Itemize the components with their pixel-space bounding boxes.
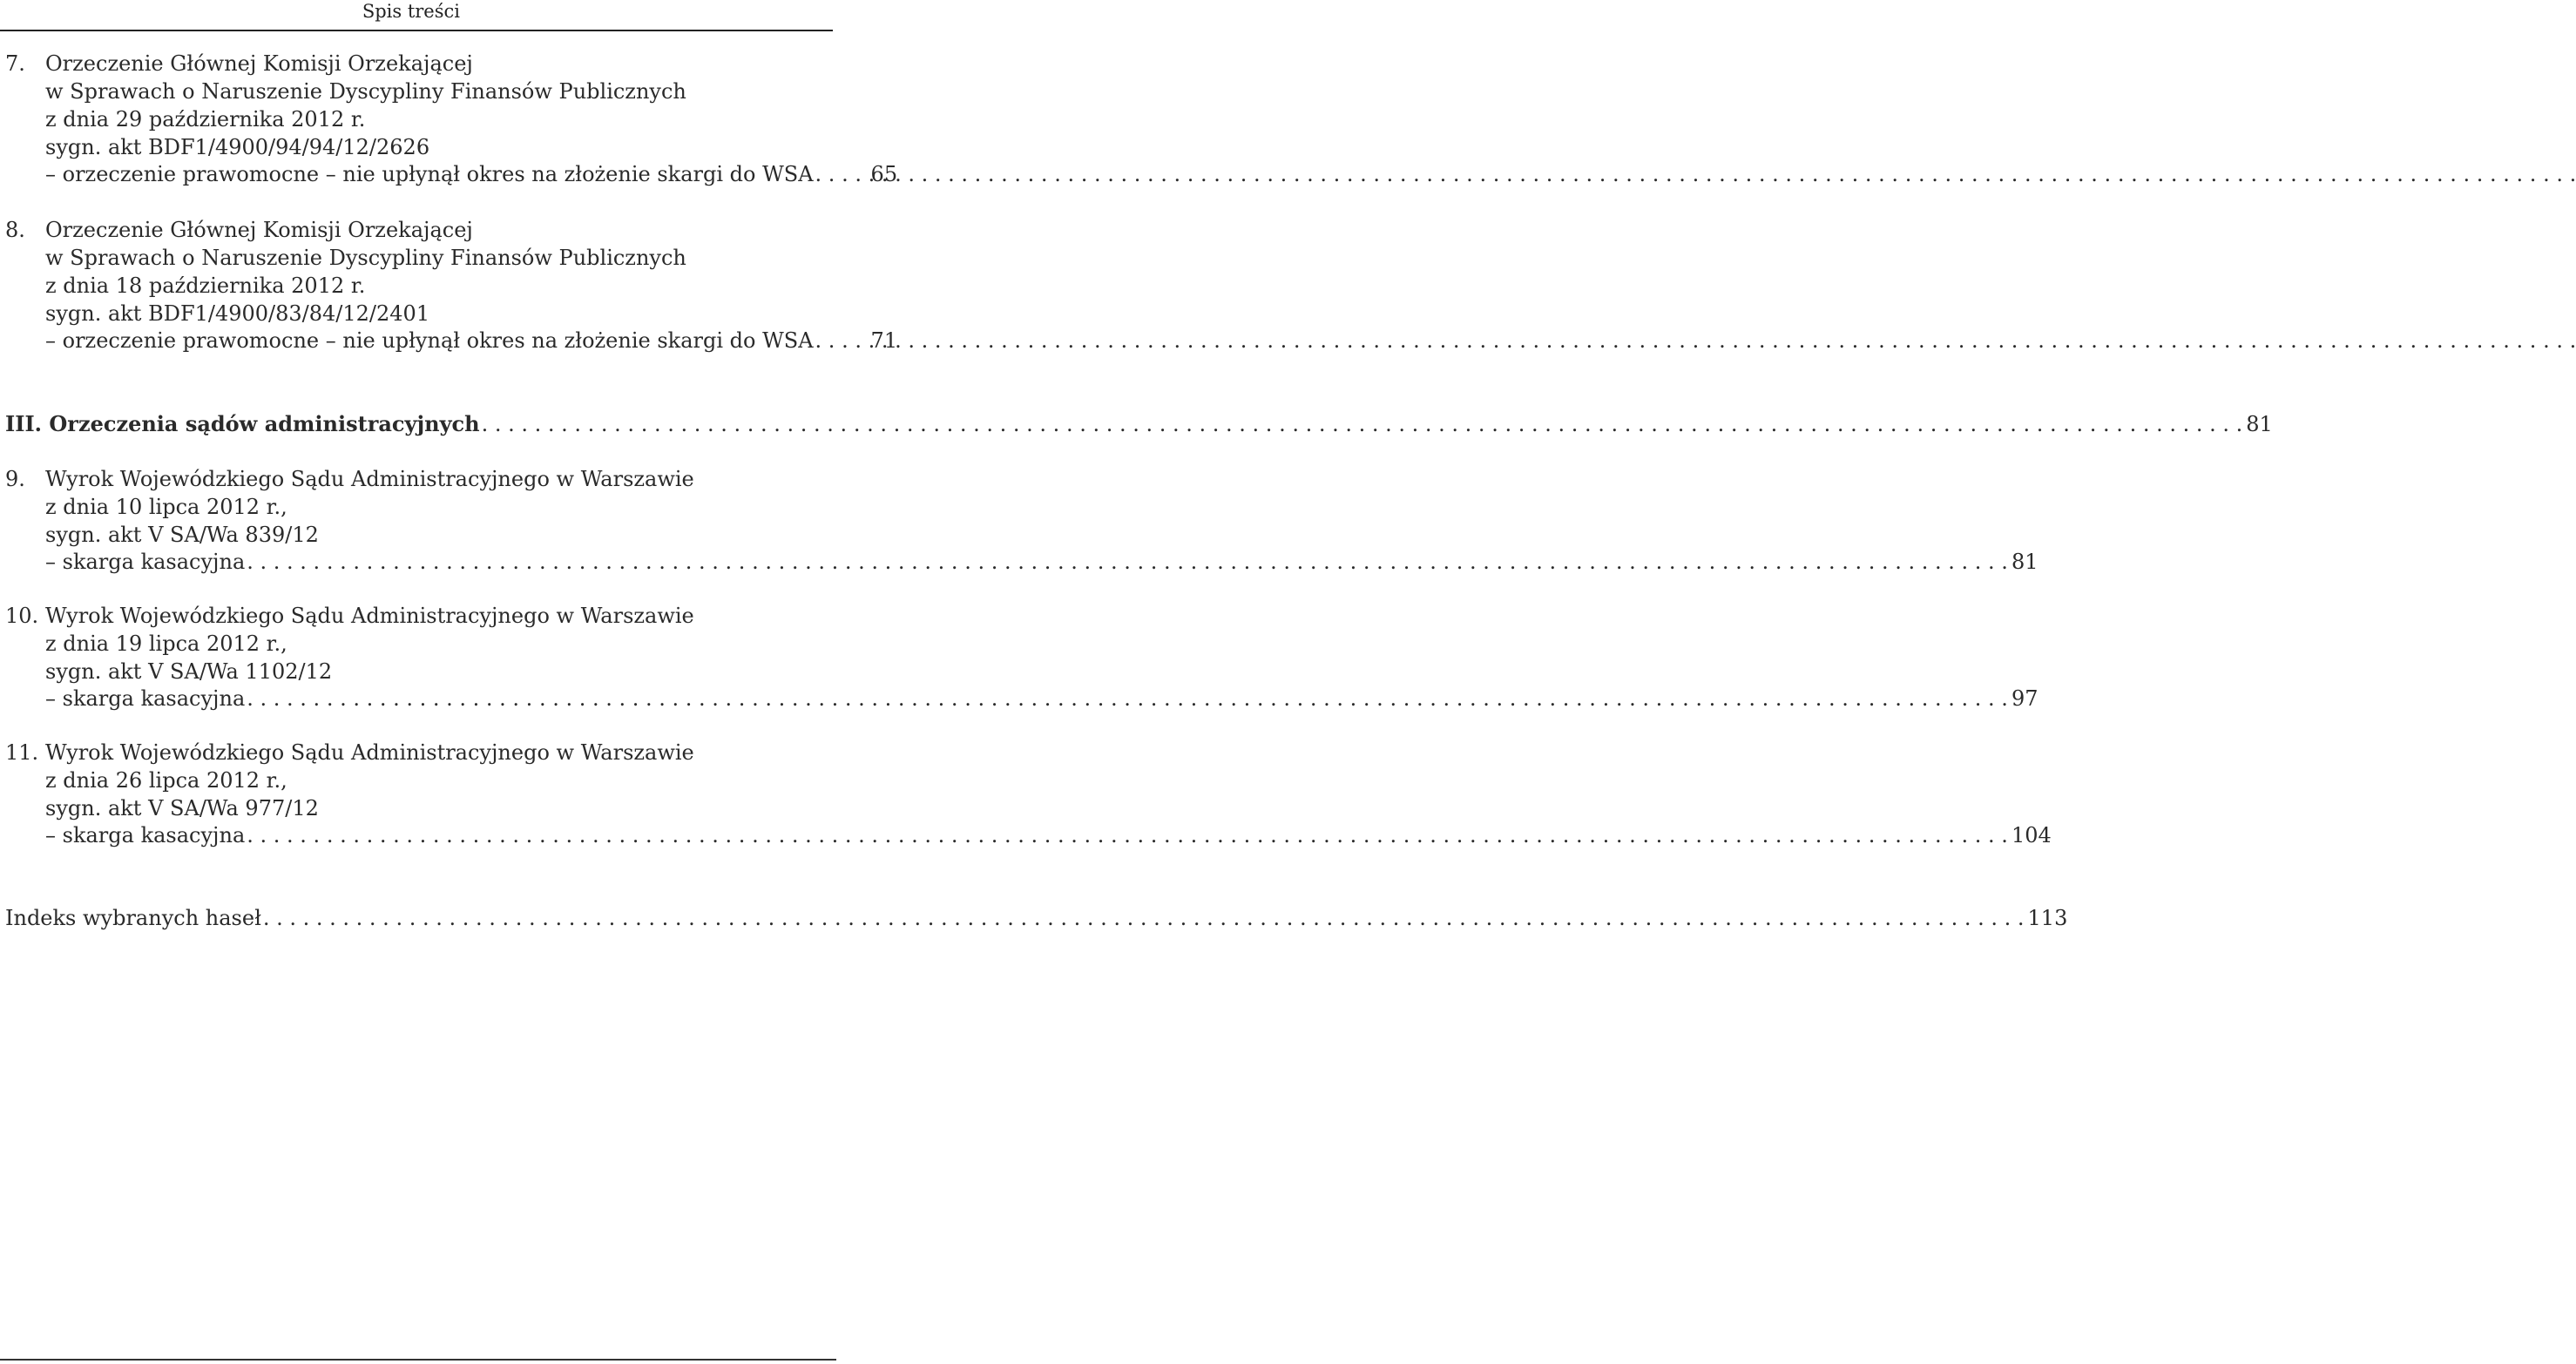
- entry-reference: sygn. akt V SA/Wa 977/12: [45, 796, 319, 820]
- section-heading: III. Orzeczenia sądów administracyjnych: [5, 411, 480, 436]
- page-number: 81: [2246, 412, 2273, 436]
- page-number: 71: [870, 328, 898, 353]
- dot-leader: [247, 820, 2008, 850]
- entry-status: – orzeczenie prawomocne – nie upłynął okres na złożenie skargi do WSA: [45, 328, 814, 353]
- entry-date: z dnia 10 lipca 2012 r.,: [45, 495, 287, 519]
- entry-number: 9.: [5, 467, 25, 491]
- entry-title-line: Wyrok Wojewódzkiego Sądu Administracyjnego w Warszawie: [45, 467, 694, 491]
- entry-title-line: Wyrok Wojewódzkiego Sądu Administracyjnego w Warszawie: [45, 740, 694, 765]
- entry-status: – skarga kasacyjna: [45, 686, 246, 711]
- running-head: Spis treści: [362, 1, 460, 22]
- page-number: 65: [870, 162, 898, 186]
- entry-reference: sygn. akt V SA/Wa 1102/12: [45, 659, 333, 684]
- entry-number: 11.: [5, 740, 39, 765]
- dot-leader: [247, 684, 2008, 713]
- entry-date: z dnia 19 lipca 2012 r.,: [45, 631, 287, 656]
- dot-leader: [247, 547, 2008, 577]
- entry-title-line: w Sprawach o Naruszenie Dyscypliny Finansów Publicznych: [45, 79, 686, 104]
- entry-title-line: Wyrok Wojewódzkiego Sądu Administracyjnego w Warszawie: [45, 604, 694, 628]
- entry-reference: sygn. akt BDF1/4900/83/84/12/2401: [45, 301, 430, 326]
- dot-leader: [263, 903, 2025, 933]
- entry-date: z dnia 26 lipca 2012 r.,: [45, 768, 287, 793]
- entry-title-line: Orzeczenie Głównej Komisji Orzekającej: [45, 51, 473, 76]
- index-label: Indeks wybranych haseł: [5, 906, 261, 930]
- dot-leader: [815, 326, 868, 355]
- entry-number: 7.: [5, 51, 25, 76]
- entry-date: z dnia 18 października 2012 r.: [45, 273, 366, 298]
- entry-title-line: Orzeczenie Głównej Komisji Orzekającej: [45, 218, 473, 242]
- entry-title-line: w Sprawach o Naruszenie Dyscypliny Finansów Publicznych: [45, 246, 686, 270]
- page-number: 81: [2011, 550, 2038, 574]
- entry-number: 8.: [5, 218, 25, 242]
- page-number: 113: [2027, 906, 2068, 930]
- dot-leader: [482, 409, 2243, 439]
- entry-status: – orzeczenie prawomocne – nie upłynął okres na złożenie skargi do WSA: [45, 162, 814, 186]
- entry-number: 10.: [5, 604, 39, 628]
- entry-status: – skarga kasacyjna: [45, 823, 246, 847]
- page-number: 104: [2011, 823, 2052, 847]
- entry-status: – skarga kasacyjna: [45, 550, 246, 574]
- page-number: 97: [2011, 686, 2038, 711]
- entry-reference: sygn. akt V SA/Wa 839/12: [45, 523, 319, 547]
- entry-reference: sygn. akt BDF1/4900/94/94/12/2626: [45, 135, 430, 159]
- footer-rule: [0, 1359, 836, 1361]
- header-rule: [0, 30, 833, 31]
- dot-leader: [815, 159, 868, 189]
- entry-date: z dnia 29 października 2012 r.: [45, 107, 366, 132]
